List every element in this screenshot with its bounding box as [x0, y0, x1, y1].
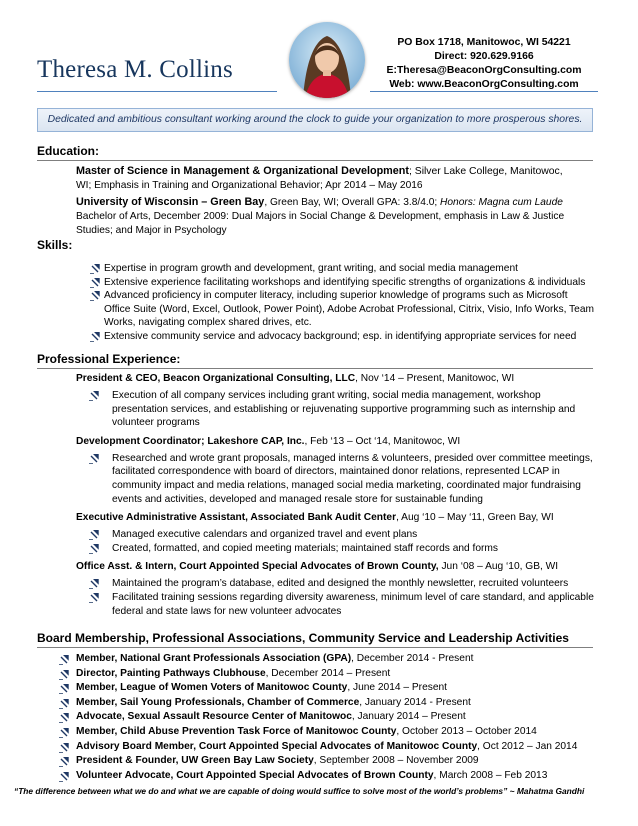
arrow-bullet-icon: [89, 593, 100, 603]
board-item: [59, 725, 599, 740]
job-title: Executive Administrative Assistant, Associated Bank Audit Center: [76, 512, 397, 524]
arrow-bullet-icon: [90, 291, 101, 301]
job-title: Development Coordinator; Lakeshore CAP, Inc.: [76, 435, 305, 447]
board-item-date: , October 2013 – October 2014: [396, 725, 537, 737]
board-item-date: , December 2014 – Present: [265, 667, 391, 679]
job-bullet-text: Managed executive calendars and organized travel and event plans: [112, 529, 418, 541]
job-bullet-text: Researched and wrote grant proposals, managed interns & volunteers, presided over committee meetings, facilitated correspondence with board of directors, maintained donor relations, represented LCAP in community impact and media relations, managed social media marketing, coordinated major fundraising events and activities, developed and managed resale store for sustainable funding: [112, 452, 593, 505]
board-heading: Board Membership, Professional Associations, Community Service and Leadership Activities: [37, 631, 569, 645]
job-entry: [76, 435, 596, 506]
arrow-bullet-icon: [59, 728, 70, 738]
board-item: [59, 667, 599, 682]
board-item: [59, 696, 599, 711]
board-item: [59, 769, 599, 784]
board-item: [59, 740, 599, 755]
candidate-name: Theresa M. Collins: [37, 56, 233, 83]
board-item-date: , January 2014 - Present: [359, 696, 471, 708]
degree-bachelors: [76, 195, 596, 210]
job-bullet-text: Created, formatted, and copied meeting materials; maintained staff records and forms: [112, 542, 499, 554]
skill-item-text: Extensive experience facilitating workshops and identifying specific strengths of organizations & individuals: [104, 276, 586, 288]
board-list: [59, 652, 599, 783]
board-item-date: , September 2008 – November 2009: [313, 755, 479, 767]
job-meta: Jun ‘08 – Aug ‘10, GB, WI: [438, 561, 559, 573]
job-header: [76, 511, 596, 525]
board-item: [59, 652, 599, 667]
skill-item-text: Extensive community service and advocacy background; esp. in identifying appropriate services for need: [104, 330, 577, 342]
job-meta: , Nov ‘14 – Present, Manitowoc, WI: [355, 373, 515, 384]
job-bullet: [86, 591, 596, 618]
board-item-title: Member, Sail Young Professionals, Chamber of Commerce: [76, 696, 360, 708]
job-bullet: [86, 452, 596, 506]
arrow-bullet-icon: [90, 264, 101, 274]
skills-heading: Skills:: [37, 238, 73, 252]
skill-item: [90, 330, 596, 344]
board-rule: [37, 647, 593, 648]
arrow-bullet-icon: [59, 684, 70, 694]
footer-quote: “The difference between what we do and what we are capable of doing would suffice to solve most of the world’s problems” ~ Mahatma Gandhi: [14, 786, 585, 796]
profile-photo: [289, 22, 365, 98]
arrow-bullet-icon: [89, 544, 100, 554]
contact-underline: [370, 91, 598, 92]
board-item-date: , March 2008 – Feb 2013: [433, 769, 548, 781]
board-item-title: Advocate, Sexual Assault Resource Center of Manitowoc: [76, 711, 352, 723]
arrow-bullet-icon: [89, 454, 100, 464]
job-title: President & CEO, Beacon Organizational Consulting, LLC: [76, 373, 356, 384]
degree-bachelors-detail: Bachelor of Arts, December 2009: Dual Majors in Social Change & Development, emphasis in Law & Justice: [76, 211, 565, 222]
board-item-title: President & Founder, UW Green Bay Law Society: [76, 755, 314, 767]
skill-item: [90, 276, 596, 290]
board-item-title: Member, League of Women Voters of Manitowoc County: [76, 682, 348, 694]
education-rule: [37, 160, 593, 161]
board-item-date: , Oct 2012 – Jan 2014: [477, 740, 578, 752]
arrow-bullet-icon: [89, 530, 100, 540]
experience-rule: [37, 368, 593, 369]
job-meta: , Aug ‘10 – May ‘11, Green Bay, WI: [396, 512, 554, 524]
contact-email[interactable]: E:Theresa@BeaconOrgConsulting.com: [386, 65, 582, 76]
board-item-title: Volunteer Advocate, Court Appointed Special Advocates of Brown County: [76, 769, 434, 781]
board-item: [59, 754, 599, 769]
experience-section: [76, 372, 596, 623]
experience-heading: Professional Experience:: [37, 352, 181, 366]
degree-bachelors-honors: Honors: Magna cum Laude: [440, 197, 563, 208]
job-bullet: [86, 577, 596, 591]
job-bullet: [86, 542, 596, 556]
degree-bachelors-school: University of Wisconsin – Green Bay: [76, 196, 265, 208]
arrow-bullet-icon: [59, 772, 70, 782]
board-item-date: , December 2014 - Present: [351, 653, 474, 664]
job-header: [76, 435, 596, 449]
board-item-title: Member, National Grant Professionals Association (GPA): [76, 653, 352, 664]
job-bullet-text: Maintained the program’s database, edited and designed the monthly newsletter, recruited volunteers: [112, 578, 569, 590]
degree-bachelors-detail-2: Studies; and Major in Psychology: [76, 225, 227, 236]
contact-address: PO Box 1718, Manitowoc, WI 54221: [397, 37, 571, 48]
skill-item: [90, 262, 596, 276]
skills-list: [90, 262, 596, 344]
job-entry: [76, 560, 596, 618]
degree-masters: [76, 164, 596, 179]
portrait-image: [289, 22, 365, 98]
job-bullet-text: Execution of all company services including grant writing, social media management, workshop presentation services, and establishing or rejuvenating supportive programming such as internship and volunteer programs: [112, 390, 576, 429]
degree-bachelors-gpa: , Green Bay, WI; Overall GPA: 3.8/4.0;: [264, 197, 441, 208]
degree-masters-title: Master of Science in Management & Organizational Development: [76, 165, 409, 177]
education-section: [76, 164, 596, 238]
contact-website[interactable]: Web: www.BeaconOrgConsulting.com: [389, 79, 579, 90]
job-meta: , Feb ‘13 – Oct ‘14, Manitowoc, WI: [304, 435, 461, 447]
arrow-bullet-icon: [89, 579, 100, 589]
education-heading: Education:: [37, 144, 99, 158]
board-item-date: , June 2014 – Present: [347, 682, 447, 694]
board-item-title: Director, Painting Pathways Clubhouse: [76, 667, 266, 679]
arrow-bullet-icon: [59, 699, 70, 709]
contact-phone: Direct: 920.629.9166: [434, 51, 534, 62]
job-entry: [76, 511, 596, 555]
degree-masters-school: ; Silver Lake College, Manitowoc,: [408, 166, 563, 177]
arrow-bullet-icon: [90, 278, 101, 288]
job-bullet: [86, 528, 596, 542]
arrow-bullet-icon: [59, 655, 70, 665]
job-header: [76, 372, 596, 386]
arrow-bullet-icon: [59, 670, 70, 680]
job-bullet-text: Facilitated training sessions regarding diversity awareness, minimum level of care standard, and applicable federal and state laws for new volunteer advocates: [112, 591, 594, 617]
contact-block: [378, 36, 590, 92]
degree-masters-detail: WI; Emphasis in Training and Organizational Behavior; Apr 2014 – May 2016: [76, 180, 423, 191]
skill-item-text: Expertise in program growth and development, grant writing, and social media management: [104, 263, 518, 274]
arrow-bullet-icon: [59, 743, 70, 753]
skill-item-text: Advanced proficiency in computer literacy, including superior knowledge of programs such as Microsoft Office Suite (Word, Excel, Outlook, Power Point), Adobe Acrobat Professional, Citrix, Visio, Info Works, Team Works, navigating complex shared drives, etc.: [104, 290, 594, 329]
board-item-title: Member, Child Abuse Prevention Task Force of Manitowoc County: [76, 725, 397, 737]
board-item-title: Advisory Board Member, Court Appointed Special Advocates of Manitowoc County: [76, 740, 478, 752]
board-item: [59, 710, 599, 725]
job-header: [76, 560, 596, 574]
arrow-bullet-icon: [59, 713, 70, 723]
job-bullet: [86, 389, 596, 430]
arrow-bullet-icon: [59, 757, 70, 767]
board-item: [59, 681, 599, 696]
arrow-bullet-icon: [90, 332, 101, 342]
name-underline: [37, 91, 277, 92]
skill-item: [90, 289, 596, 330]
job-entry: [76, 372, 596, 430]
board-item-date: , January 2014 – Present: [351, 711, 466, 723]
job-title: Office Asst. & Intern, Court Appointed Special Advocates of Brown County,: [76, 561, 439, 573]
tagline-box: Dedicated and ambitious consultant working around the clock to guide your organization to more prosperous shores.: [37, 108, 593, 132]
arrow-bullet-icon: [89, 391, 100, 401]
